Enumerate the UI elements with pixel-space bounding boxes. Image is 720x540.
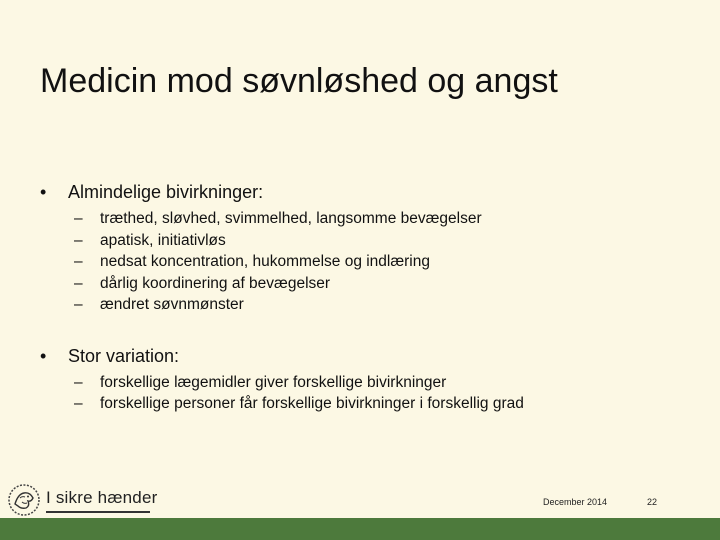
sub-bullet-text: forskellige personer får forskellige bivirkninger i forskellig grad xyxy=(100,395,524,412)
bottom-color-bar xyxy=(0,518,720,540)
logo-text: I sikre hænder xyxy=(46,488,158,507)
bullet-heading: • Almindelige bivirkninger: xyxy=(40,180,700,204)
sub-bullet-text: forskellige lægemidler giver forskellige bivirkninger xyxy=(100,373,447,391)
lion-seal-icon xyxy=(6,482,42,518)
dash-glyph: – xyxy=(74,395,83,412)
dash-glyph: – xyxy=(74,231,83,249)
sub-bullet-item xyxy=(40,208,700,230)
logo-underline xyxy=(46,511,150,513)
sub-bullet-item xyxy=(40,273,700,295)
sub-bullet-item xyxy=(40,251,700,273)
dash-glyph: – xyxy=(74,274,83,292)
sub-bullet-item xyxy=(40,294,700,316)
slide-content xyxy=(40,180,700,415)
sub-bullet-text: ændret søvnmønster xyxy=(100,296,244,313)
sub-bullet-text: apatisk, initiativløs xyxy=(100,231,226,249)
bullet-heading: • Stor variation: xyxy=(40,344,700,368)
slide-title: Medicin mod søvnløshed og angst xyxy=(40,62,558,100)
sub-bullet-list xyxy=(40,372,700,415)
dash-glyph: – xyxy=(74,210,83,227)
sub-bullet-item xyxy=(40,230,700,252)
sub-bullet-text: træthed, sløvhed, svimmelhed, langsomme bevægelser xyxy=(100,210,482,227)
footer-logo xyxy=(6,480,166,520)
sub-bullet-list xyxy=(40,208,700,316)
sub-bullet-text: dårlig koordinering af bevægelser xyxy=(100,274,331,292)
spacer xyxy=(40,316,700,344)
sub-bullet-item xyxy=(40,393,700,415)
sub-bullet-text: nedsat koncentration, hukommelse og indlæring xyxy=(100,253,430,270)
dash-glyph: – xyxy=(74,253,83,270)
footer-date: December 2014 xyxy=(543,497,608,507)
page-number: 22 xyxy=(647,497,658,507)
dash-glyph: – xyxy=(74,296,83,313)
sub-bullet-item xyxy=(40,372,700,394)
dash-glyph: – xyxy=(74,373,83,391)
